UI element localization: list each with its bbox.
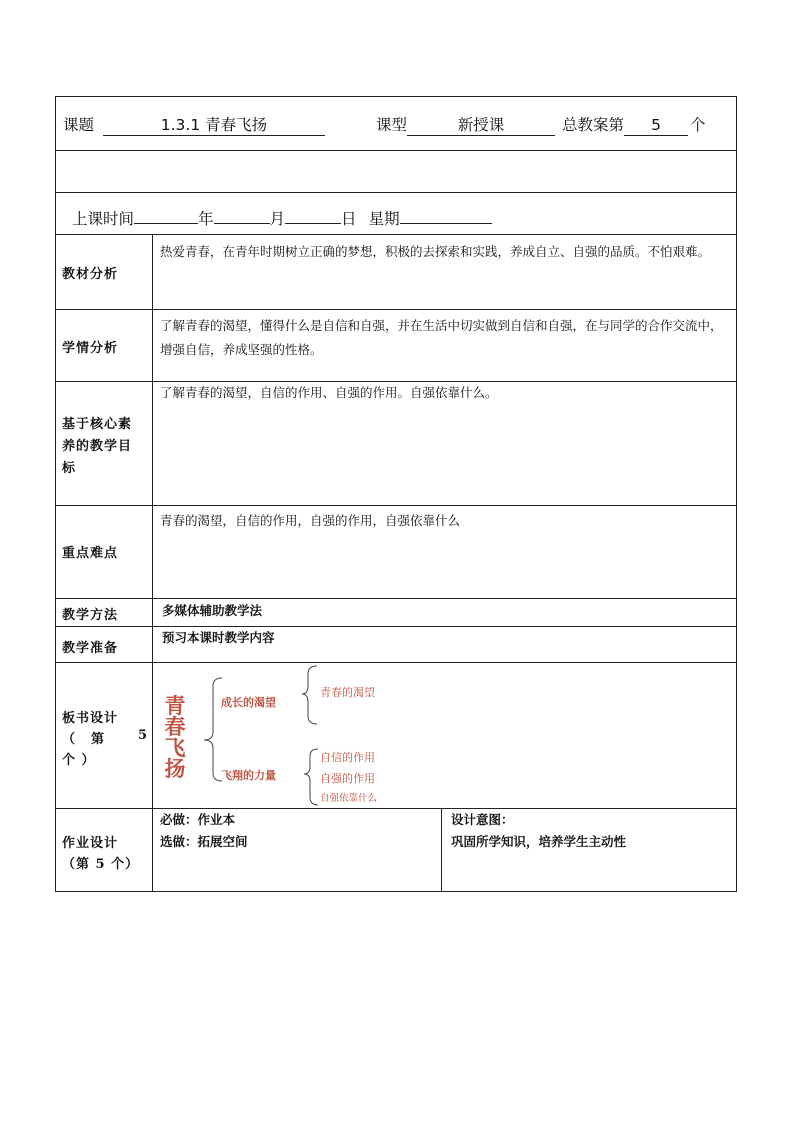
row-divider bbox=[55, 808, 737, 809]
board-label-open: （ bbox=[62, 732, 77, 747]
board-title-char: 飞 bbox=[164, 736, 186, 760]
goals-label-line2: 养的教学目 bbox=[62, 439, 133, 454]
branch2-item: 自信的作用 bbox=[320, 751, 375, 764]
day-field bbox=[285, 203, 341, 224]
topic-label: 课题 bbox=[63, 116, 95, 134]
month-label: 月 bbox=[269, 210, 286, 228]
board-label-di: 第 bbox=[91, 732, 106, 747]
goals-label-line1: 基于核心素 bbox=[62, 417, 133, 432]
branch1-label: 成长的渴望 bbox=[221, 696, 276, 709]
method-text: 多媒体辅助教学法 bbox=[162, 603, 263, 618]
branch1-item: 青春的渴望 bbox=[320, 686, 375, 699]
type-field bbox=[407, 115, 555, 136]
board-title-char: 青 bbox=[164, 694, 186, 718]
schedule-row bbox=[72, 203, 492, 229]
board-brackets bbox=[152, 662, 442, 808]
time-label: 上课时间 bbox=[72, 210, 135, 228]
students-text: 了解青春的渴望，懂得什么是自信和自强，并在生活中切实做到自信和自强，在与同学的合作交流中，增强自信，养成坚强的性格。 bbox=[160, 318, 723, 357]
homework-required: 必做：作业本 bbox=[160, 812, 236, 827]
prep-text: 预习本课时教学内容 bbox=[162, 630, 275, 645]
row-divider bbox=[55, 150, 737, 151]
day-label: 日 bbox=[341, 210, 357, 228]
year-label: 年 bbox=[198, 210, 214, 228]
total-count bbox=[562, 113, 706, 136]
type-value: 新授课 bbox=[457, 116, 505, 134]
keypoints-text: 青春的渴望，自信的作用，自强的作用，自强依靠什么 bbox=[160, 513, 461, 528]
weekday-field bbox=[400, 203, 492, 224]
intent-text: 巩固所学知识，培养学生主动性 bbox=[451, 834, 627, 849]
branch2-label: 飞翔的力量 bbox=[221, 769, 276, 782]
header-row bbox=[63, 113, 325, 136]
row-divider bbox=[55, 192, 737, 193]
total-unit: 个 bbox=[690, 116, 706, 134]
branch1-bracket bbox=[302, 666, 317, 724]
branch2-bracket bbox=[304, 749, 318, 805]
row-divider bbox=[55, 505, 737, 506]
column-divider bbox=[441, 808, 442, 892]
material-label: 教材分析 bbox=[62, 267, 119, 282]
row-divider bbox=[55, 309, 737, 310]
board-diagram bbox=[152, 662, 442, 808]
year-field bbox=[134, 203, 198, 224]
homework-label-line1: 作业设计 bbox=[62, 836, 119, 851]
board-label-line1: 板书设计 bbox=[62, 711, 119, 726]
homework-optional: 选做：拓展空间 bbox=[160, 834, 248, 849]
row-divider bbox=[55, 626, 737, 627]
weekday-label: 星期 bbox=[368, 210, 400, 228]
total-field bbox=[624, 115, 688, 136]
goals-text: 了解青春的渴望，自信的作用、自强的作用。自强依靠什么。 bbox=[160, 385, 498, 400]
type-label: 课型 bbox=[376, 116, 408, 134]
row-divider bbox=[55, 234, 737, 235]
main-bracket bbox=[204, 678, 222, 781]
branch2-item: 自强的作用 bbox=[320, 772, 375, 785]
row-divider bbox=[55, 598, 737, 599]
board-label-line3: 个 ） bbox=[62, 753, 96, 768]
topic-value: 1.3.1 青春飞扬 bbox=[160, 116, 268, 134]
total-label: 总教案第 bbox=[562, 116, 625, 134]
topic-field bbox=[103, 115, 325, 136]
method-label: 教学方法 bbox=[62, 608, 119, 623]
students-label: 学情分析 bbox=[62, 341, 119, 356]
branch2-item: 自强依靠什么 bbox=[320, 793, 378, 804]
total-value: 5 bbox=[651, 116, 661, 134]
keypoints-label: 重点难点 bbox=[62, 546, 119, 561]
material-text: 热爱青春，在青年时期树立正确的梦想，积极的去探索和实践，养成自立、自强的品质。不怕艰难。 bbox=[160, 244, 711, 259]
board-label-num: 5 bbox=[138, 728, 149, 743]
month-field bbox=[214, 203, 270, 224]
board-title-char: 春 bbox=[164, 715, 186, 739]
prep-label: 教学准备 bbox=[62, 641, 119, 656]
goals-label-line3: 标 bbox=[62, 461, 77, 476]
board-title-char: 扬 bbox=[164, 757, 186, 781]
lesson-type bbox=[376, 113, 555, 136]
intent-label: 设计意图： bbox=[451, 812, 514, 827]
homework-label-line2: （第 5 个） bbox=[62, 857, 140, 872]
